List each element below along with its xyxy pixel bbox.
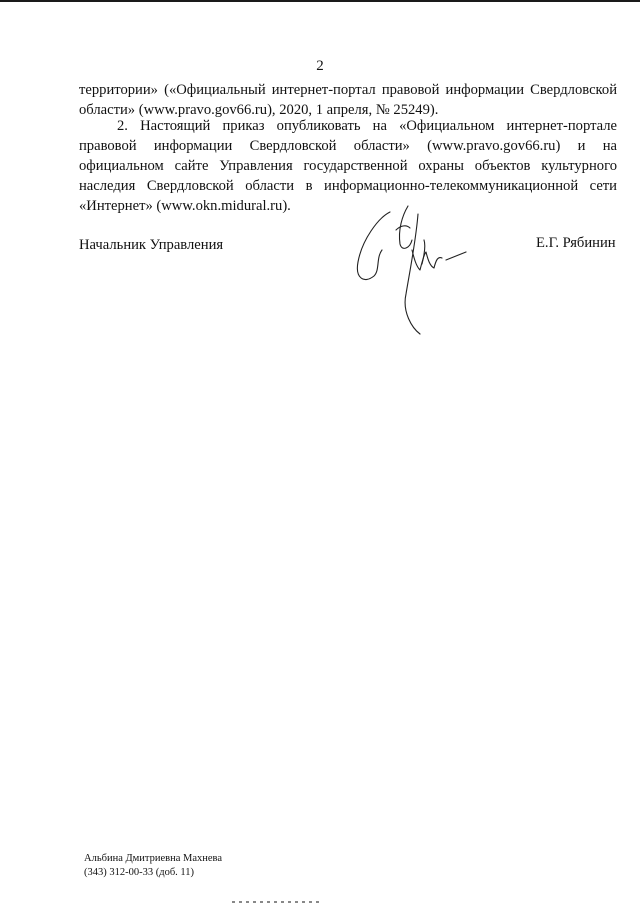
top-rule <box>0 0 640 2</box>
body-paragraph-2: 2. Настоящий приказ опубликовать на «Официальном интернет-портале правовой информации Свердловской области» (www.pravo.gov66.ru) и на официальном сайте Управления государственной охраны объектов культурного наследия Свердловской области в информационно-телекоммуникационной сети «Интернет» (www.okn.midural.ru). <box>79 118 617 214</box>
handwritten-signature <box>350 200 480 340</box>
executor-info <box>84 852 222 880</box>
page-number: 2 <box>316 58 324 74</box>
signer-title: Начальник Управления <box>79 237 224 253</box>
signer-name: Е.Г. Рябинин <box>536 235 616 251</box>
scan-edge-marks <box>232 901 322 903</box>
executor-name: Альбина Дмитриевна Махнева <box>84 853 223 864</box>
body-paragraph-1: территории» («Официальный интернет-портал правовой информации Свердловской области» (www.pravo.gov66.ru), 2020, 1 апреля, № 25249). <box>79 82 617 118</box>
executor-phone: (343) 312-00-33 (доб. 11) <box>84 867 195 878</box>
